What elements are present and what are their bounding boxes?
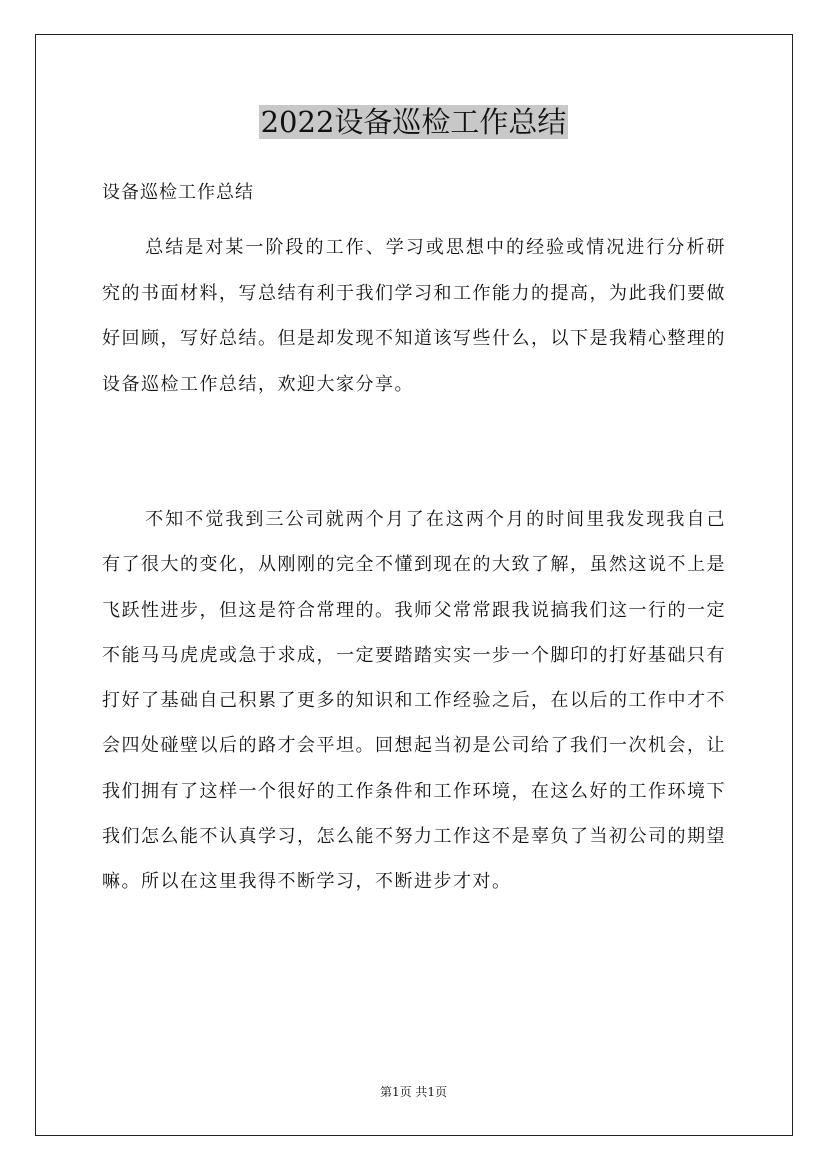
document-subtitle: 设备巡检工作总结 [102,182,254,203]
document-title [0,100,827,144]
page-number-footer: 第1页 共1页 [379,1085,448,1099]
paragraph-intro: 总结是对某一阶段的工作、学习或思想中的经验或情况进行分析研究的书面材料，写总结有利于我们学习和工作能力的提高，为此我们要做好回顾，写好总结。但是却发现不知道该写些什么，以下是我精心整理的设备巡检工作总结，欢迎大家分享。 [102,237,726,395]
paragraph-body: 不知不觉我到三公司就两个月了在这两个月的时间里我发现我自己有了很大的变化，从刚刚的完全不懂到现在的大致了解，虽然这说不上是飞跃性进步，但这是符合常理的。我师父常常跟我说搞我们这一行的一定不能马马虎虎或急于求成，一定要踏踏实实一步一个脚印的打好基础只有打好了基础自己积累了更多的知识和工作经验之后，在以后的工作中才不会四处碰壁以后的路才会平坦。回想起当初是公司给了我们一次机会，让我们拥有了这样一个很好的工作条件和工作环境，在这么好的工作环境下我们怎么能不认真学习，怎么能不努力工作这不是辜负了当初公司的期望嘛。所以在这里我得不断学习，不断进步才对。 [102,509,726,893]
document-title-text: 2022设备巡检工作总结 [260,105,567,139]
